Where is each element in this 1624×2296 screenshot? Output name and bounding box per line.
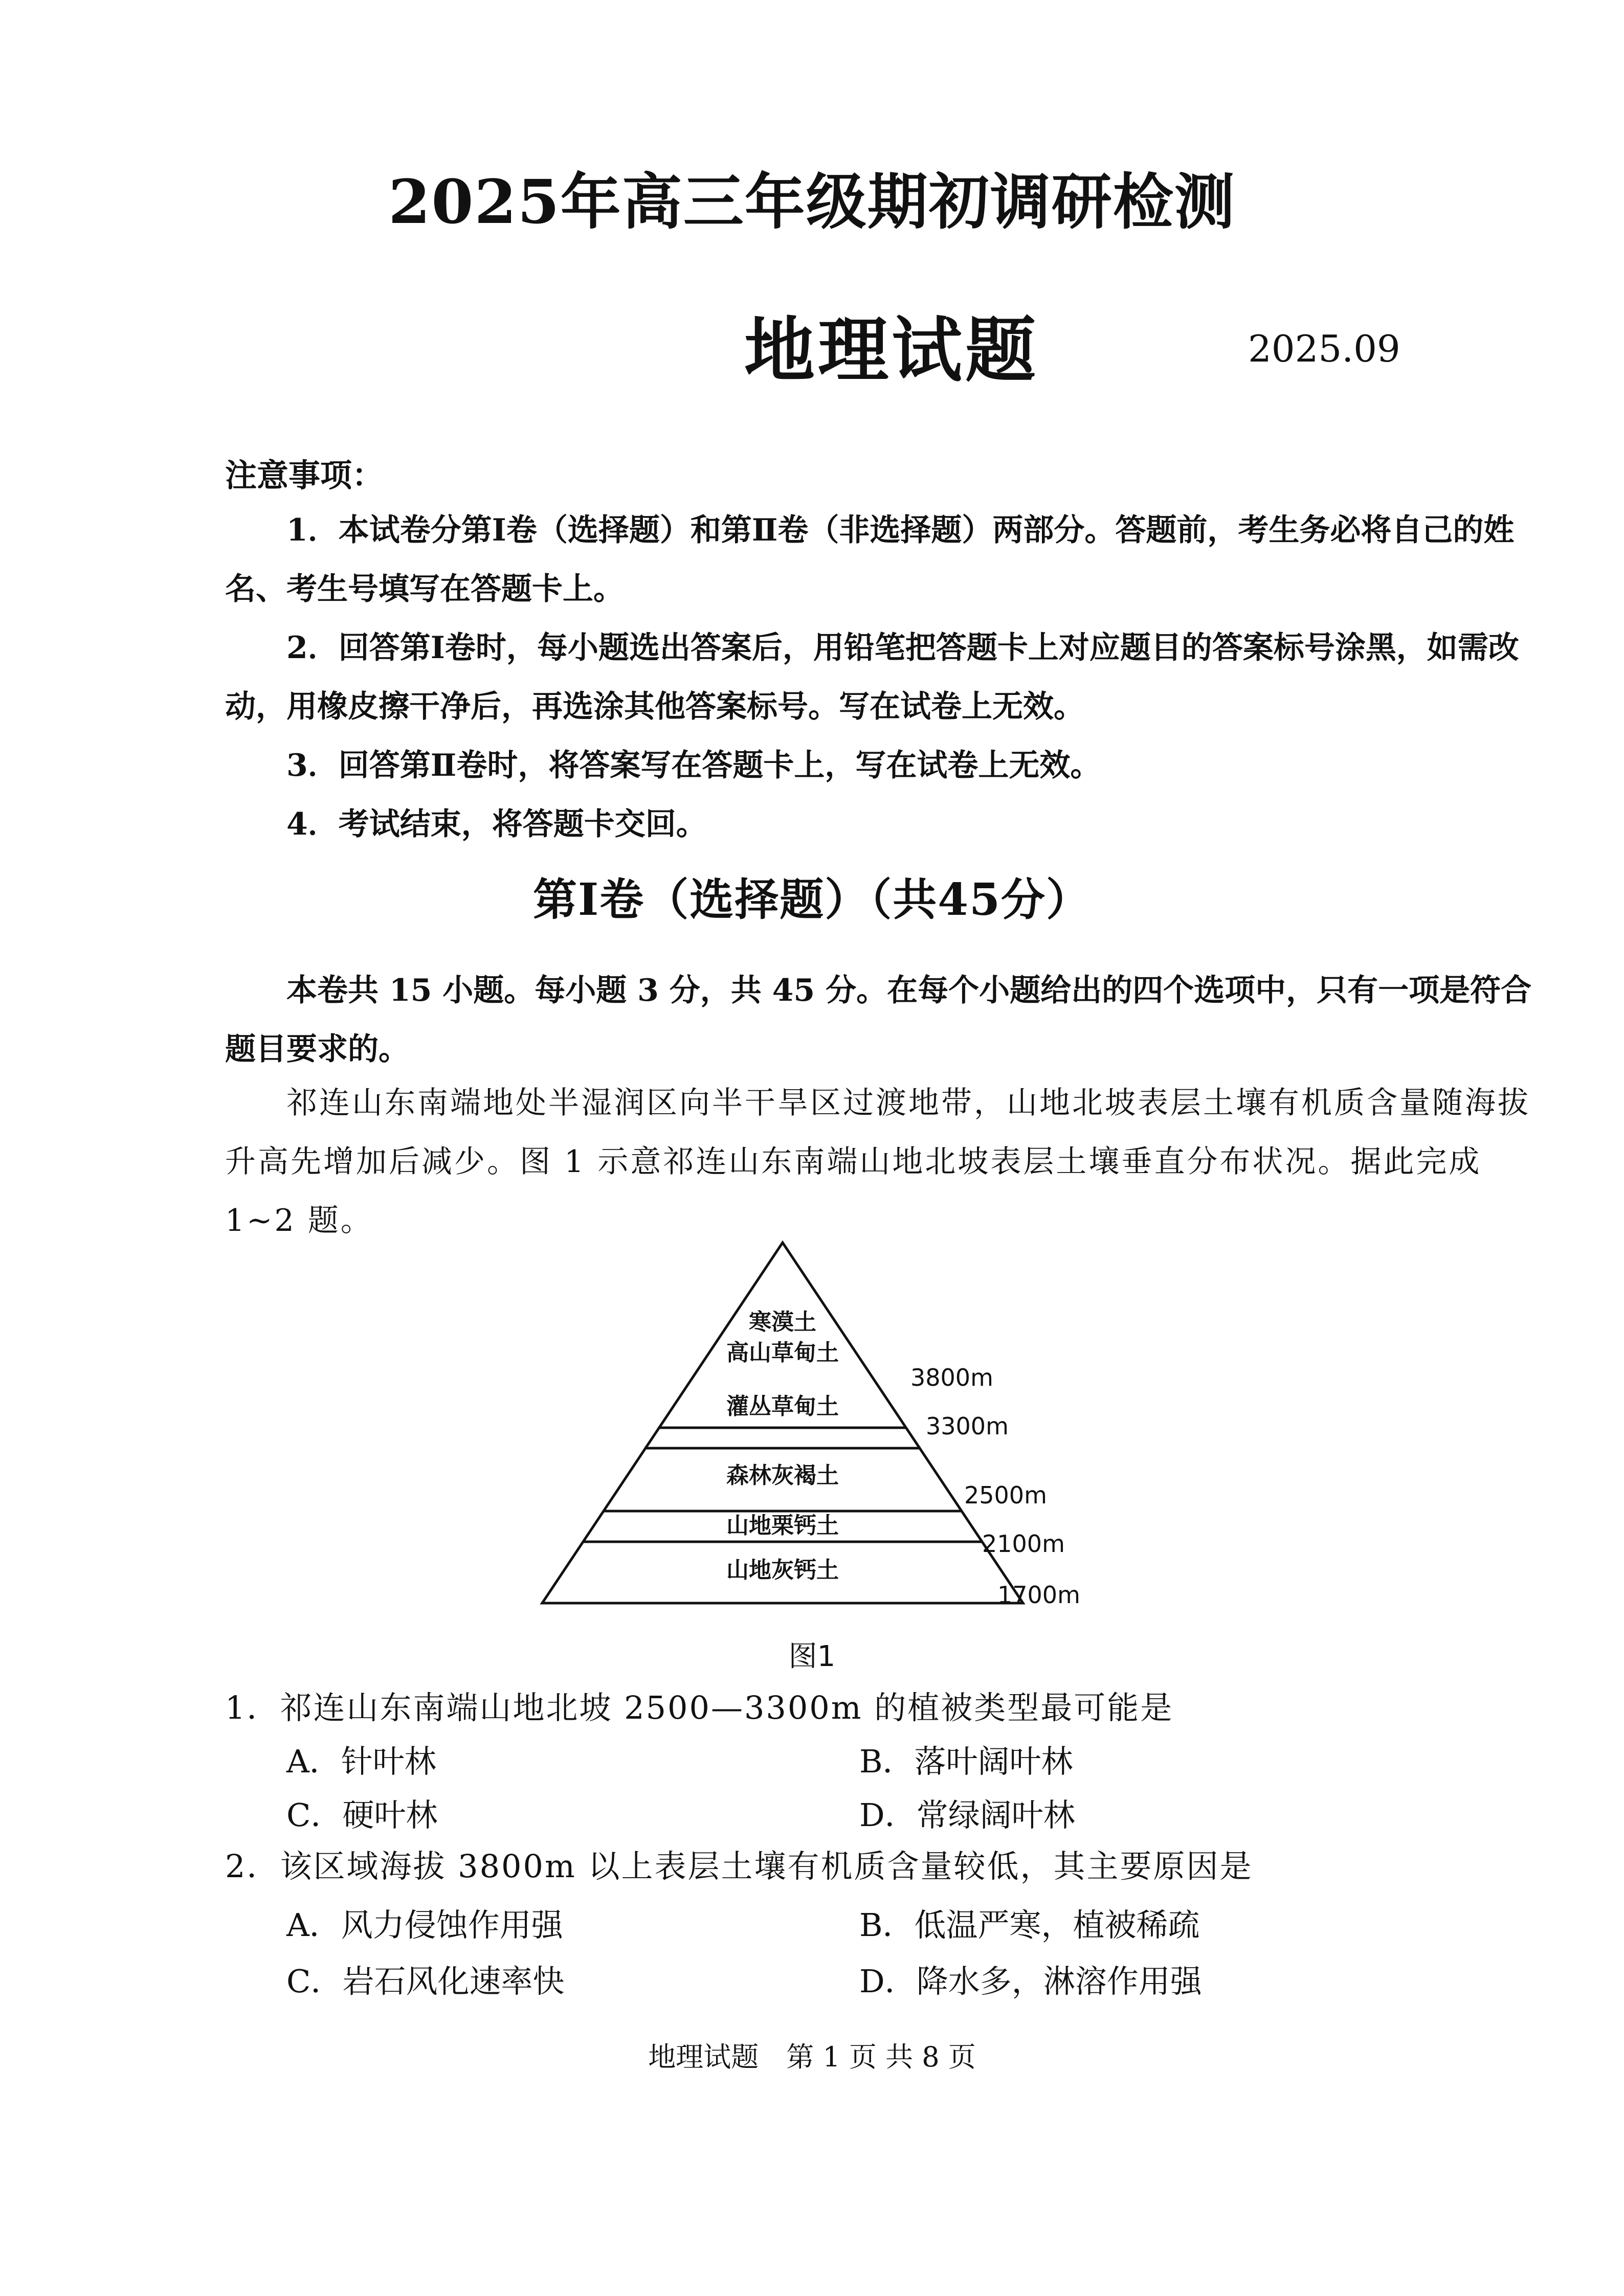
- zone-label-2: 高山草甸土: [726, 1340, 839, 1366]
- question-2-option-d: D．降水多，淋溶作用强: [859, 1963, 1202, 2000]
- notice-item-2: 2．回答第Ⅰ卷时，每小题选出答案后，用铅笔把答题卡上对应题目的答案标号涂黑，如需改动，用橡皮擦干净后，再选涂其他答案标号。写在试卷上无效。: [225, 630, 1519, 725]
- question-1-option-a: A．针叶林: [286, 1743, 436, 1780]
- section-instructions: 本卷共 15 小题。每小题 3 分，共 45 分。在每个小题给出的四个选项中，只有一项是符合题目要求的。: [225, 973, 1532, 1067]
- question-2-stem: 2．该区域海拔 3800m 以上表层土壤有机质含量较低，其主要原因是: [225, 1848, 1253, 1885]
- question-passage: 祁连山东南端地处半湿润区向半干旱区过渡地带，山地北坡表层土壤有机质含量随海拔升高先增加后减少。图 1 示意祁连山东南端山地北坡表层土壤垂直分布状况。据此完成 1~2 题。: [225, 1085, 1530, 1239]
- elevation-label-3800: 3800m: [910, 1364, 993, 1391]
- notice-heading: 注意事项：: [225, 457, 384, 494]
- question-1-option-b: B．落叶阔叶林: [859, 1743, 1073, 1780]
- notice-item-4: 4．考试结束，将答题卡交回。: [286, 806, 707, 842]
- question-1-option-d: D．常绿阔叶林: [859, 1796, 1075, 1834]
- question-2-option-a: A．风力侵蚀作用强: [286, 1906, 563, 1944]
- soil-distribution-figure: [511, 1237, 1125, 1626]
- zone-label-5: 山地栗钙土: [726, 1513, 839, 1539]
- exam-title: 2025年高三年级期初调研检测: [388, 166, 1236, 237]
- question-1-option-c: C．硬叶林: [286, 1796, 438, 1834]
- notice-item-3: 3．回答第Ⅱ卷时，将答案写在答题卡上，写在试卷上无效。: [286, 748, 1101, 783]
- zone-label-6: 山地灰钙土: [726, 1557, 839, 1583]
- question-1-stem: 1．祁连山东南端山地北坡 2500—3300m 的植被类型最可能是: [225, 1689, 1174, 1726]
- zone-label-4: 森林灰褐土: [726, 1462, 839, 1489]
- exam-date: 2025.09: [1248, 327, 1400, 370]
- elevation-label-2100: 2100m: [982, 1530, 1065, 1558]
- elevation-label-1700: 1700m: [997, 1581, 1080, 1609]
- page-footer: 地理试题 第 1 页 共 8 页: [648, 2041, 976, 2073]
- zone-label-3: 灌丛草甸土: [726, 1393, 839, 1420]
- elevation-label-3300: 3300m: [926, 1412, 1009, 1440]
- section-title: 第Ⅰ卷（选择题）（共45分）: [533, 874, 1091, 926]
- question-2-option-b: B．低温严寒，植被稀疏: [859, 1906, 1200, 1944]
- elevation-label-2500: 2500m: [964, 1481, 1047, 1509]
- question-2-option-c: C．岩石风化速率快: [286, 1963, 565, 2000]
- subject-title: 地理试题: [744, 308, 1039, 392]
- figure-caption: 图1: [788, 1640, 836, 1673]
- zone-label-1: 寒漠土: [749, 1309, 816, 1335]
- notice-item-1: 1．本试卷分第Ⅰ卷（选择题）和第Ⅱ卷（非选择题）两部分。答题前，考生务必将自己的姓名、考生号填写在答题卡上。: [225, 512, 1515, 607]
